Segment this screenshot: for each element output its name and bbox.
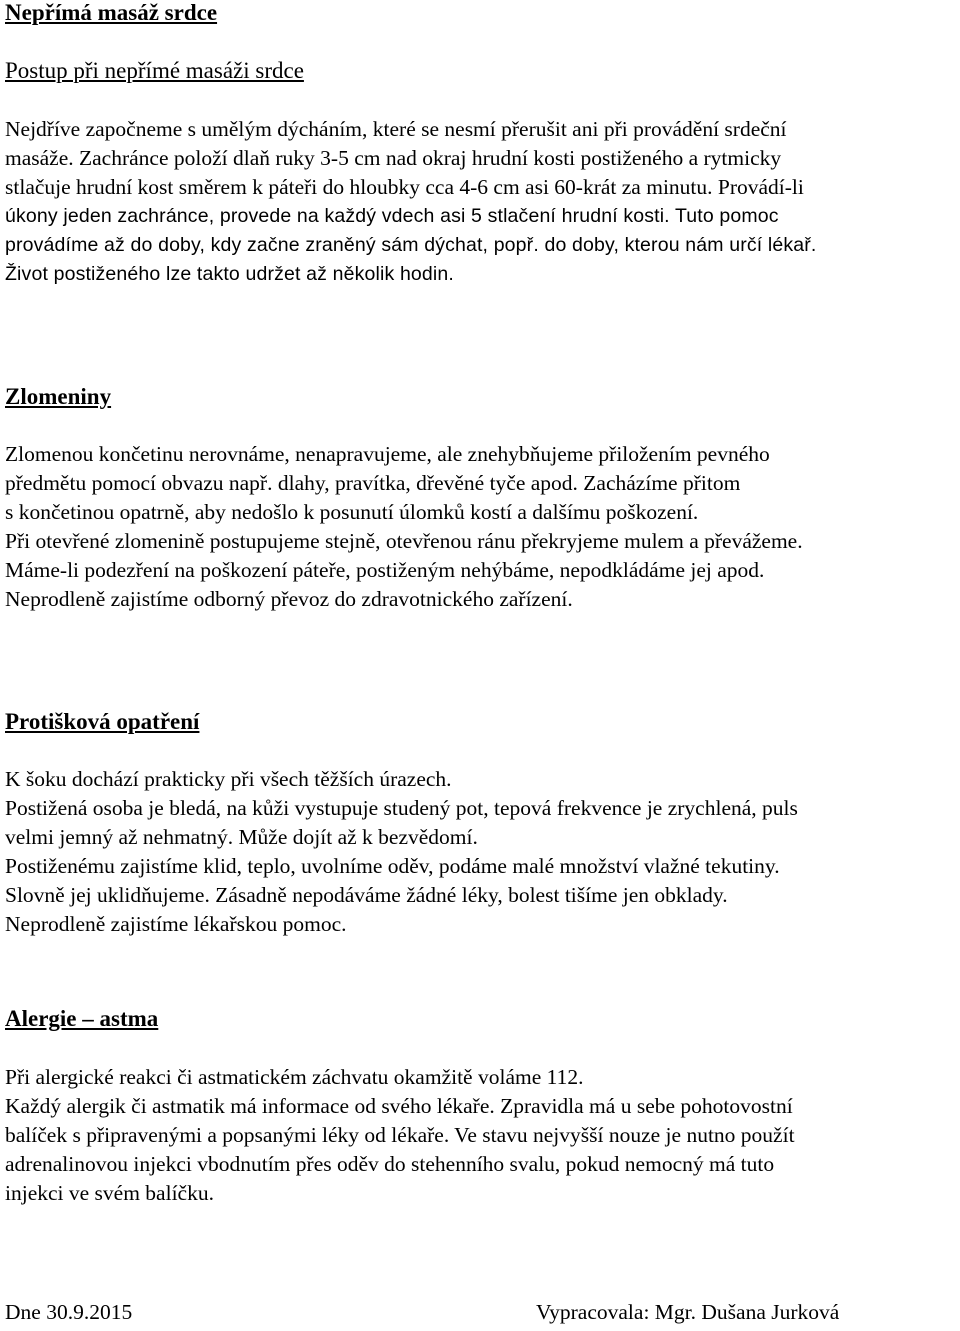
text-line: s končetinou opatrně, aby nedošlo k posunutí úlomků kostí a dalšímu poškození. bbox=[5, 500, 699, 524]
text-line: Slovně jej uklidňujeme. Zásadně nepodáváme žádné léky, bolest tišíme jen obklady. bbox=[5, 883, 728, 907]
paragraph-zlomeniny bbox=[5, 440, 955, 614]
text-line: Neprodleně zajistíme lékařskou pomoc. bbox=[5, 912, 347, 936]
footer-date: Dne 30.9.2015 bbox=[5, 1300, 133, 1324]
text-line: Při alergické reakci či astmatickém záchvatu okamžitě voláme 112. bbox=[5, 1065, 584, 1089]
text-line: masáže. Zachránce položí dlaň ruky 3-5 cm nad okraj hrudní kosti postiženého a rytmicky bbox=[5, 146, 782, 170]
text-line: Neprodleně zajistíme odborný převoz do zdravotnického zařízení. bbox=[5, 587, 573, 611]
section-subtitle-masaz: Postup při nepřímé masáži srdce bbox=[5, 58, 304, 83]
footer-author: Vypracovala: Mgr. Dušana Jurková bbox=[536, 1300, 840, 1324]
text-line: předmětu pomocí obvazu např. dlahy, pravítka, dřevěné tyče apod. Zacházíme přitom bbox=[5, 471, 741, 495]
section-title-alergie: Alergie – astma bbox=[5, 1006, 159, 1031]
paragraph-masaz-sans bbox=[5, 202, 955, 289]
text-line: balíček s připravenými a popsanými léky od lékaře. Ve stavu nejvyšší nouze je nutno použít bbox=[5, 1123, 795, 1147]
text-line: stlačuje hrudní kost směrem k páteři do hloubky cca 4-6 cm asi 60-krát za minutu. Provádí-li bbox=[5, 175, 804, 199]
text-line: velmi jemný až nehmatný. Může dojít až k bezvědomí. bbox=[5, 825, 478, 849]
text-line: Každý alergik či astmatik má informace od svého lékaře. Zpravidla má u sebe pohotovostní bbox=[5, 1094, 793, 1118]
text-line: úkony jeden zachránce, provede na každý vdech asi 5 stlačení hrudní kosti. Tuto pomoc bbox=[5, 205, 779, 227]
text-line: Postiženému zajistíme klid, teplo, uvolníme oděv, podáme malé množství vlažné tekutiny. bbox=[5, 854, 780, 878]
section-title-protiskokova: Protišková opatření bbox=[5, 709, 200, 734]
text-line: K šoku dochází prakticky při všech těžších úrazech. bbox=[5, 767, 452, 791]
text-line: Postižená osoba je bledá, na kůži vystupuje studený pot, tepová frekvence je zrychlená, puls bbox=[5, 796, 798, 820]
section-title-masaz: Nepřímá masáž srdce bbox=[5, 0, 218, 25]
text-line: Život postiženého lze takto udržet až několik hodin. bbox=[5, 263, 454, 285]
text-line: Při otevřené zlomenině postupujeme stejně, otevřenou ránu překryjeme mulem a převážeme. bbox=[5, 529, 803, 553]
section-title-zlomeniny: Zlomeniny bbox=[5, 384, 112, 409]
text-line: provádíme až do doby, kdy začne zraněný sám dýchat, popř. do doby, kterou nám určí lékař. bbox=[5, 234, 817, 256]
paragraph-masaz-serif bbox=[5, 115, 955, 202]
text-line: adrenalinovou injekci vbodnutím přes oděv do stehenního svalu, pokud nemocný má tuto bbox=[5, 1152, 775, 1176]
text-line: Nejdříve započneme s umělým dýcháním, které se nesmí přerušit ani při provádění srdeční bbox=[5, 117, 787, 141]
text-line: Zlomenou končetinu nerovnáme, nenapravujeme, ale znehybňujeme přiložením pevného bbox=[5, 442, 770, 466]
text-line: Máme-li podezření na poškození páteře, postiženým nehýbáme, nepodkládáme jej apod. bbox=[5, 558, 765, 582]
paragraph-alergie bbox=[5, 1063, 955, 1208]
text-line: injekci ve svém balíčku. bbox=[5, 1181, 214, 1205]
paragraph-protiskokova bbox=[5, 765, 955, 939]
